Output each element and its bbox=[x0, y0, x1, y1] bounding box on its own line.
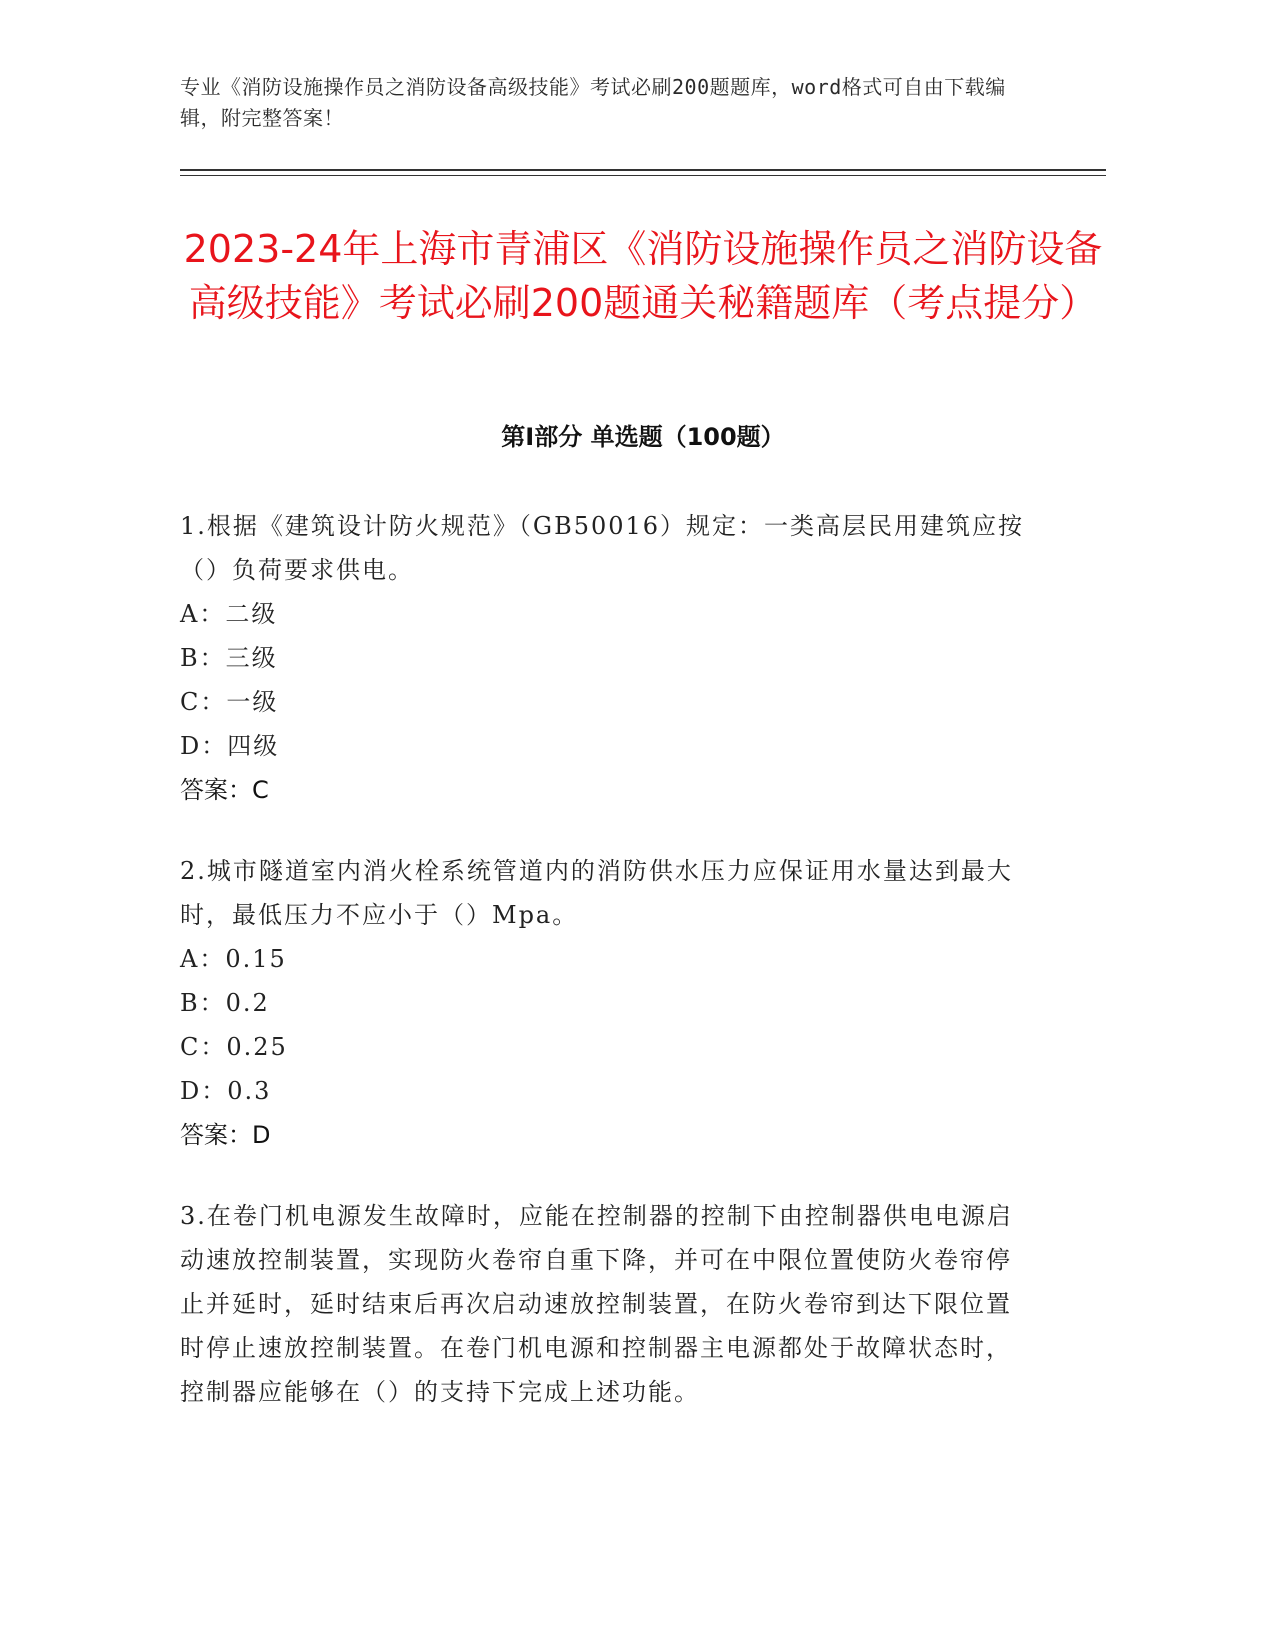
question-3 bbox=[180, 1194, 1030, 1414]
option-b: B：0.2 bbox=[180, 989, 270, 1017]
question-1 bbox=[180, 504, 1030, 812]
question-2 bbox=[180, 849, 1030, 1157]
question-list bbox=[180, 504, 1030, 1451]
header-note: 专业《消防设施操作员之消防设备高级技能》考试必刷200题题库，word格式可自由下载编辑，附完整答案！ bbox=[180, 75, 1006, 130]
option-a: A：二级 bbox=[180, 600, 278, 628]
option-d: D：0.3 bbox=[180, 1077, 272, 1105]
answer: 答案：D bbox=[180, 1121, 271, 1149]
header-rule-thick bbox=[180, 169, 1106, 171]
question-stem: 2.城市隧道室内消火栓系统管道内的消防供水压力应保证用水量达到最大时，最低压力不应小于（）Mpa。 bbox=[180, 857, 1013, 929]
question-stem: 1.根据《建筑设计防火规范》（GB50016）规定：一类高层民用建筑应按（）负荷要求供电。 bbox=[180, 512, 1025, 584]
option-b: B：三级 bbox=[180, 644, 278, 672]
answer: 答案：C bbox=[180, 776, 269, 804]
option-a: A：0.15 bbox=[180, 945, 287, 973]
option-c: C：0.25 bbox=[180, 1033, 288, 1061]
section-title: 第Ⅰ部分 单选题（100题） bbox=[501, 423, 785, 451]
option-d: D：四级 bbox=[180, 732, 280, 760]
document-title: 2023-24年上海市青浦区《消防设施操作员之消防设备高级技能》考试必刷200题通关秘籍题库（考点提分） bbox=[183, 227, 1103, 325]
option-c: C：一级 bbox=[180, 688, 279, 716]
question-stem: 3.在卷门机电源发生故障时，应能在控制器的控制下由控制器供电电源启动速放控制装置，实现防火卷帘自重下降，并可在中限位置使防火卷帘停止并延时，延时结束后再次启动速放控制装置，在防火卷帘到达下限位置时停止速放控制装置。在卷门机电源和控制器主电源都处于故障状态时，控制器应能够在（）的支持下完成上述功能。 bbox=[180, 1202, 1013, 1406]
header-rule-thin bbox=[180, 175, 1106, 176]
